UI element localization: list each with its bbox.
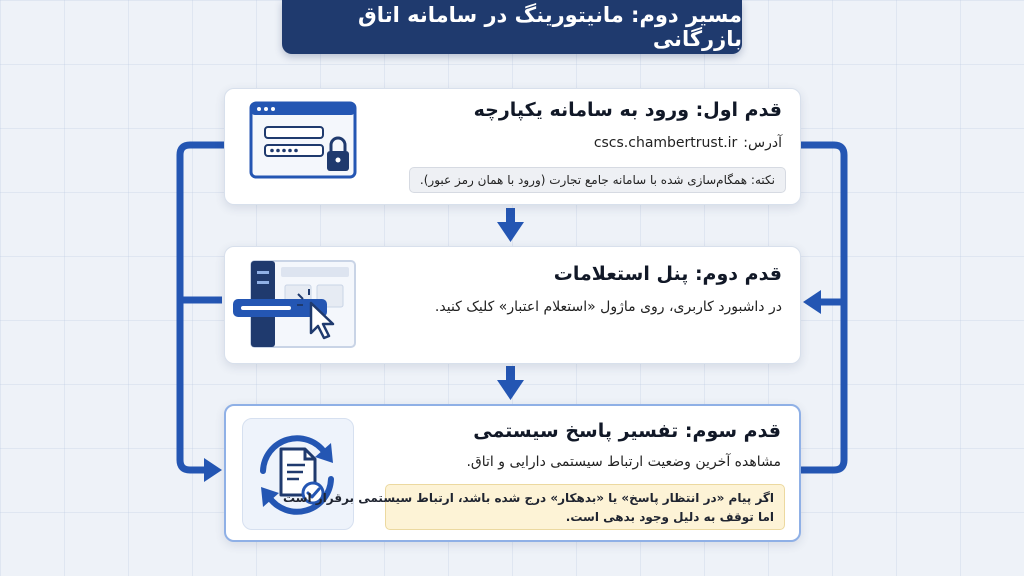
- down-arrow-2: [497, 366, 524, 400]
- address-url[interactable]: cscs.chambertrust.ir: [593, 135, 738, 151]
- warning-line-2: اما توقف به دلیل وجود بدهی است.: [565, 510, 774, 524]
- left-loop-connector: [180, 145, 224, 470]
- left-loop-arrowhead: [204, 458, 222, 482]
- step-3-title: قدم سوم: تفسیر پاسخ سیستمی: [473, 420, 781, 442]
- step-1-card: [224, 88, 801, 205]
- dashboard-click-icon: [231, 259, 361, 353]
- right-loop-connector: [801, 145, 844, 470]
- step-3-icon-tile: [242, 418, 354, 530]
- down-arrow-1: [497, 208, 524, 242]
- step-1-address: [594, 135, 782, 151]
- step-1-title: قدم اول: ورود به سامانه یکپارچه: [473, 99, 782, 121]
- step-3-warning: [282, 484, 785, 530]
- right-loop-arrowhead: [803, 290, 821, 314]
- address-label: آدرس:: [743, 135, 782, 151]
- step-1-note: نکته: همگام‌سازی شده با سامانه جامع تجارت (ورود با همان رمز عبور).: [409, 167, 786, 193]
- step-2-text: در داشبورد کاربری، روی ماژول «استعلام اعتبار» کلیک کنید.: [434, 299, 782, 315]
- step-2-title: قدم دوم: پنل استعلامات: [553, 263, 782, 285]
- step-3-text: مشاهده آخرین وضعیت ارتباط سیستمی دارایی و اتاق.: [466, 454, 781, 470]
- login-window-lock-icon: [249, 101, 359, 183]
- step-3-card: [224, 404, 801, 542]
- document-refresh-check-icon: [241, 419, 353, 531]
- page-title-text: مسیر دوم: مانیتورینگ در سامانه اتاق بازرگانی: [358, 3, 742, 51]
- step-2-card: [224, 246, 801, 364]
- warning-line-1: اگر پیام «در انتظار پاسخ» یا «بدهکار» درج شده باشد، ارتباط سیستمی برقرار است: [282, 491, 774, 505]
